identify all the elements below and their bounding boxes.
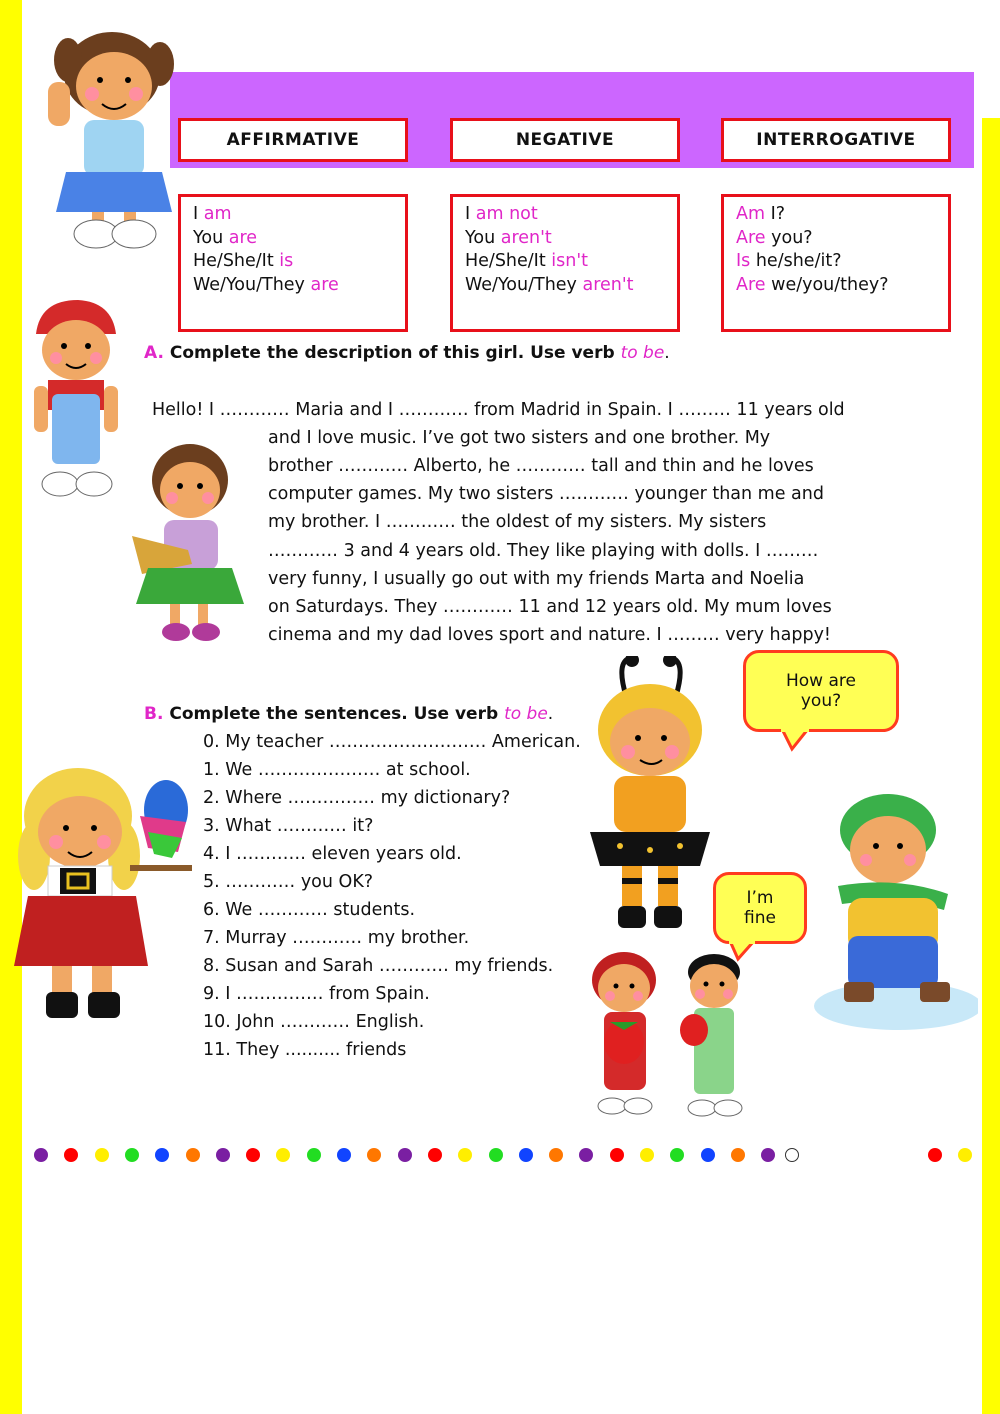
negative-header: NEGATIVE — [450, 118, 680, 162]
conj-row — [736, 274, 948, 298]
conj-row — [193, 203, 405, 227]
section-title-text: Complete the sentences. Use verb — [163, 704, 505, 724]
section-letter: A. — [144, 343, 164, 363]
conj-row — [736, 227, 948, 251]
description-line-5: ………… 3 and 4 years old. They like playing with dolls. I ……… — [268, 541, 819, 561]
verb: Are — [736, 274, 766, 295]
subject: We/You/They — [465, 274, 583, 295]
decorative-dot — [64, 1148, 78, 1162]
verb: are — [228, 227, 258, 248]
subject: You — [465, 227, 501, 248]
description-line-2: brother ………… Alberto, he ………… tall and thin and he loves — [268, 456, 814, 476]
negative-box — [450, 194, 680, 332]
decorative-dot — [670, 1148, 684, 1162]
sentence-item: 8. Susan and Sarah ………… my friends. — [203, 956, 554, 976]
girl-strawberry-illustration — [580, 950, 670, 1118]
subject: you? — [765, 227, 813, 248]
decorative-dot — [579, 1148, 593, 1162]
sentence-item: 11. They .......... friends — [203, 1040, 407, 1060]
description-line-7: on Saturdays. They ………… 11 and 12 years old. My mum loves — [268, 597, 832, 617]
decorative-dot — [155, 1148, 169, 1162]
conj-row — [465, 250, 677, 274]
decorative-dot — [125, 1148, 139, 1162]
conj-row — [193, 250, 405, 274]
verb: isn't — [551, 251, 589, 271]
interrogative-box — [721, 194, 951, 332]
conj-row — [465, 227, 677, 251]
decorative-dot — [34, 1148, 48, 1162]
conj-row — [465, 274, 677, 298]
decorative-dot — [761, 1148, 775, 1162]
bubble-tail — [728, 941, 764, 963]
subject: He/She/It — [465, 251, 552, 271]
right-yellow-border — [982, 118, 1000, 1414]
decorative-dot — [246, 1148, 260, 1162]
verb: am not — [475, 204, 538, 224]
decorative-dot — [489, 1148, 503, 1162]
decorative-dot — [216, 1148, 230, 1162]
subject: we/you/they? — [765, 274, 889, 295]
description-line-8: cinema and my dad loves sport and nature. I ……… very happy! — [268, 625, 831, 645]
section-a-title — [144, 343, 670, 363]
decorative-dot — [958, 1148, 972, 1162]
decorative-dot — [519, 1148, 533, 1162]
affirmative-header: AFFIRMATIVE — [178, 118, 408, 162]
speech-bubble-answer — [713, 872, 807, 944]
description-line-3: computer games. My two sisters ………… younger than me and — [268, 484, 824, 504]
decorative-dot — [337, 1148, 351, 1162]
decorative-dot — [367, 1148, 381, 1162]
verb: am — [203, 204, 232, 224]
verb: Are — [736, 227, 766, 248]
conj-row — [736, 250, 948, 274]
sentence-item: 9. I …………… from Spain. — [203, 984, 430, 1004]
conj-row — [465, 203, 677, 227]
decorative-dot — [307, 1148, 321, 1162]
decorative-dot — [701, 1148, 715, 1162]
boy-red-cap-illustration — [26, 294, 126, 500]
description-line-1: and I love music. I’ve got two sisters and one brother. My — [268, 428, 771, 448]
sentence-item: 7. Murray ………… my brother. — [203, 928, 470, 948]
bubble-text: I’m fine — [744, 888, 776, 928]
sentence-item: 2. Where …………… my dictionary? — [203, 788, 511, 808]
section-end: . — [664, 343, 670, 363]
conj-row — [193, 227, 405, 251]
subject: You — [193, 227, 229, 248]
verb: aren't — [500, 227, 552, 248]
section-b-title — [144, 704, 553, 724]
decorative-dot — [95, 1148, 109, 1162]
section-title-text: Complete the description of this girl. Use verb — [163, 343, 621, 363]
decorative-dot — [549, 1148, 563, 1162]
subject: I? — [765, 204, 786, 224]
decorative-dot — [428, 1148, 442, 1162]
boy-skating-illustration — [808, 786, 978, 1036]
boy-strawberry-illustration — [672, 950, 756, 1120]
verb: Is — [736, 251, 751, 271]
description-line-6: very funny, I usually go out with my friends Marta and Noelia — [268, 569, 805, 589]
subject: We/You/They — [193, 274, 311, 295]
conj-row — [736, 203, 948, 227]
girl-waving-illustration — [40, 12, 190, 252]
decorative-dot — [186, 1148, 200, 1162]
subject: he/she/it? — [750, 251, 842, 271]
girl-parrot-illustration — [8, 756, 198, 1026]
section-verb: to be — [620, 343, 665, 363]
section-verb: to be — [504, 704, 548, 724]
girl-trumpet-illustration — [128, 440, 252, 646]
decorative-dot — [398, 1148, 412, 1162]
decorative-dot — [458, 1148, 472, 1162]
subject: I — [193, 204, 204, 224]
subject: I — [465, 204, 476, 224]
decorative-dot — [276, 1148, 290, 1162]
sentence-item: 4. I ………… eleven years old. — [203, 844, 462, 864]
description-line-4: my brother. I ………… the oldest of my sisters. My sisters — [268, 512, 767, 532]
verb: are — [310, 274, 339, 295]
section-letter: B. — [144, 704, 164, 724]
decorative-dot — [731, 1148, 745, 1162]
interrogative-header: INTERROGATIVE — [721, 118, 951, 162]
subject: He/She/It — [193, 251, 280, 271]
speech-bubble-question — [743, 650, 899, 732]
description-line-0: Hello! I ………… Maria and I ………… from Madrid in Spain. I ……… 11 years old — [152, 400, 845, 420]
bubble-tail — [778, 729, 818, 753]
bee-girl-illustration — [580, 656, 720, 936]
sentence-item: 0. My teacher ……………………… American. — [203, 732, 581, 752]
decorative-dot — [928, 1148, 942, 1162]
affirmative-box — [178, 194, 408, 332]
decorative-dot — [610, 1148, 624, 1162]
conj-row — [193, 274, 405, 298]
sentence-item: 3. What ………… it? — [203, 816, 374, 836]
sentence-item: 10. John ………… English. — [203, 1012, 425, 1032]
decorative-dot — [785, 1148, 799, 1162]
section-end: . — [547, 704, 554, 724]
sentence-item: 1. We ………………… at school. — [203, 760, 471, 780]
verb: Am — [736, 204, 766, 224]
sentence-list — [203, 728, 581, 1064]
sentence-item: 5. ………… you OK? — [203, 872, 374, 892]
verb: is — [279, 251, 294, 271]
decorative-dot — [640, 1148, 654, 1162]
left-yellow-border — [0, 0, 22, 1414]
verb: aren't — [582, 274, 634, 295]
bubble-text: How are you? — [786, 671, 856, 711]
sentence-item: 6. We ………… students. — [203, 900, 416, 920]
